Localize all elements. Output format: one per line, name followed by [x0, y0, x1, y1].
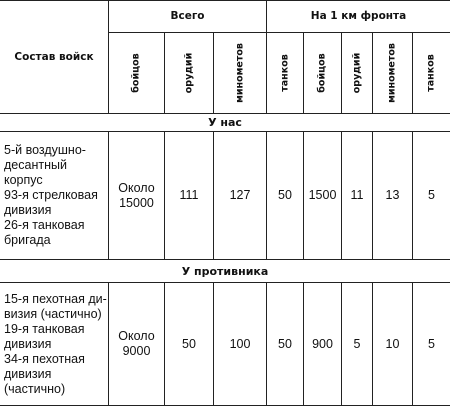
composition-line: дивизия [4, 336, 52, 351]
header-total-tanks: танков [279, 54, 291, 92]
km-tanks-ours: 5 [428, 188, 435, 202]
header-total-fighters: бойцов [130, 53, 142, 93]
header-km-fighters: бойцов [316, 53, 328, 93]
composition-line: бригада [4, 233, 51, 247]
composition-line: 26-я танковая [4, 218, 85, 232]
composition-line: десантный [4, 158, 67, 172]
composition-line: 15-я пехотная ди- [4, 291, 107, 306]
header-total: Всего [170, 10, 205, 22]
composition-line: 5-й воздушно- [4, 143, 86, 157]
composition-line: 19-я танковая [4, 321, 85, 336]
composition-line: 34-я пехотная [4, 351, 85, 366]
value-line: 9000 [122, 344, 151, 358]
total-tanks-enemy: 50 [278, 336, 292, 351]
km-fighters-enemy: 900 [312, 336, 333, 351]
section-title-ours: У нас [208, 116, 242, 129]
km-guns-enemy: 5 [353, 336, 361, 351]
total-fighters-ours [109, 132, 164, 259]
composition-line: 93-я стрелковая [4, 188, 98, 202]
header-km-tanks: танков [425, 54, 437, 92]
total-guns-ours: 111 [179, 188, 199, 202]
km-mortars-ours: 13 [385, 188, 400, 202]
total-fighters-enemy [109, 283, 164, 405]
composition-enemy [0, 283, 108, 405]
composition-line: дивизия [4, 203, 52, 217]
composition-line: корпус [4, 173, 43, 187]
km-mortars-enemy: 10 [385, 336, 400, 351]
km-tanks-enemy: 5 [428, 336, 435, 351]
header-total-guns: орудий [183, 52, 195, 94]
composition-line: дивизия [4, 366, 52, 381]
header-km-mortars: минометов [386, 43, 398, 103]
total-mortars-ours: 127 [229, 188, 251, 202]
value-line: Около [118, 180, 155, 195]
value-line: Около [118, 329, 155, 343]
km-guns-ours: 11 [350, 188, 364, 202]
header-total-mortars: минометов [234, 43, 246, 103]
value-line: 15000 [119, 195, 154, 210]
composition-line: (частично) [4, 381, 66, 396]
header-composition: Состав войск [14, 50, 94, 63]
header-per-km: На 1 км фронта [310, 10, 407, 22]
total-tanks-ours: 50 [278, 188, 292, 202]
header-km-guns: орудий [351, 52, 363, 94]
composition-ours [0, 132, 108, 259]
total-guns-enemy: 50 [182, 336, 196, 351]
composition-line: визия (частично) [4, 306, 102, 321]
km-fighters-ours: 1500 [308, 188, 337, 202]
total-mortars-enemy: 100 [229, 336, 251, 351]
section-title-enemy: У противника [181, 264, 269, 278]
